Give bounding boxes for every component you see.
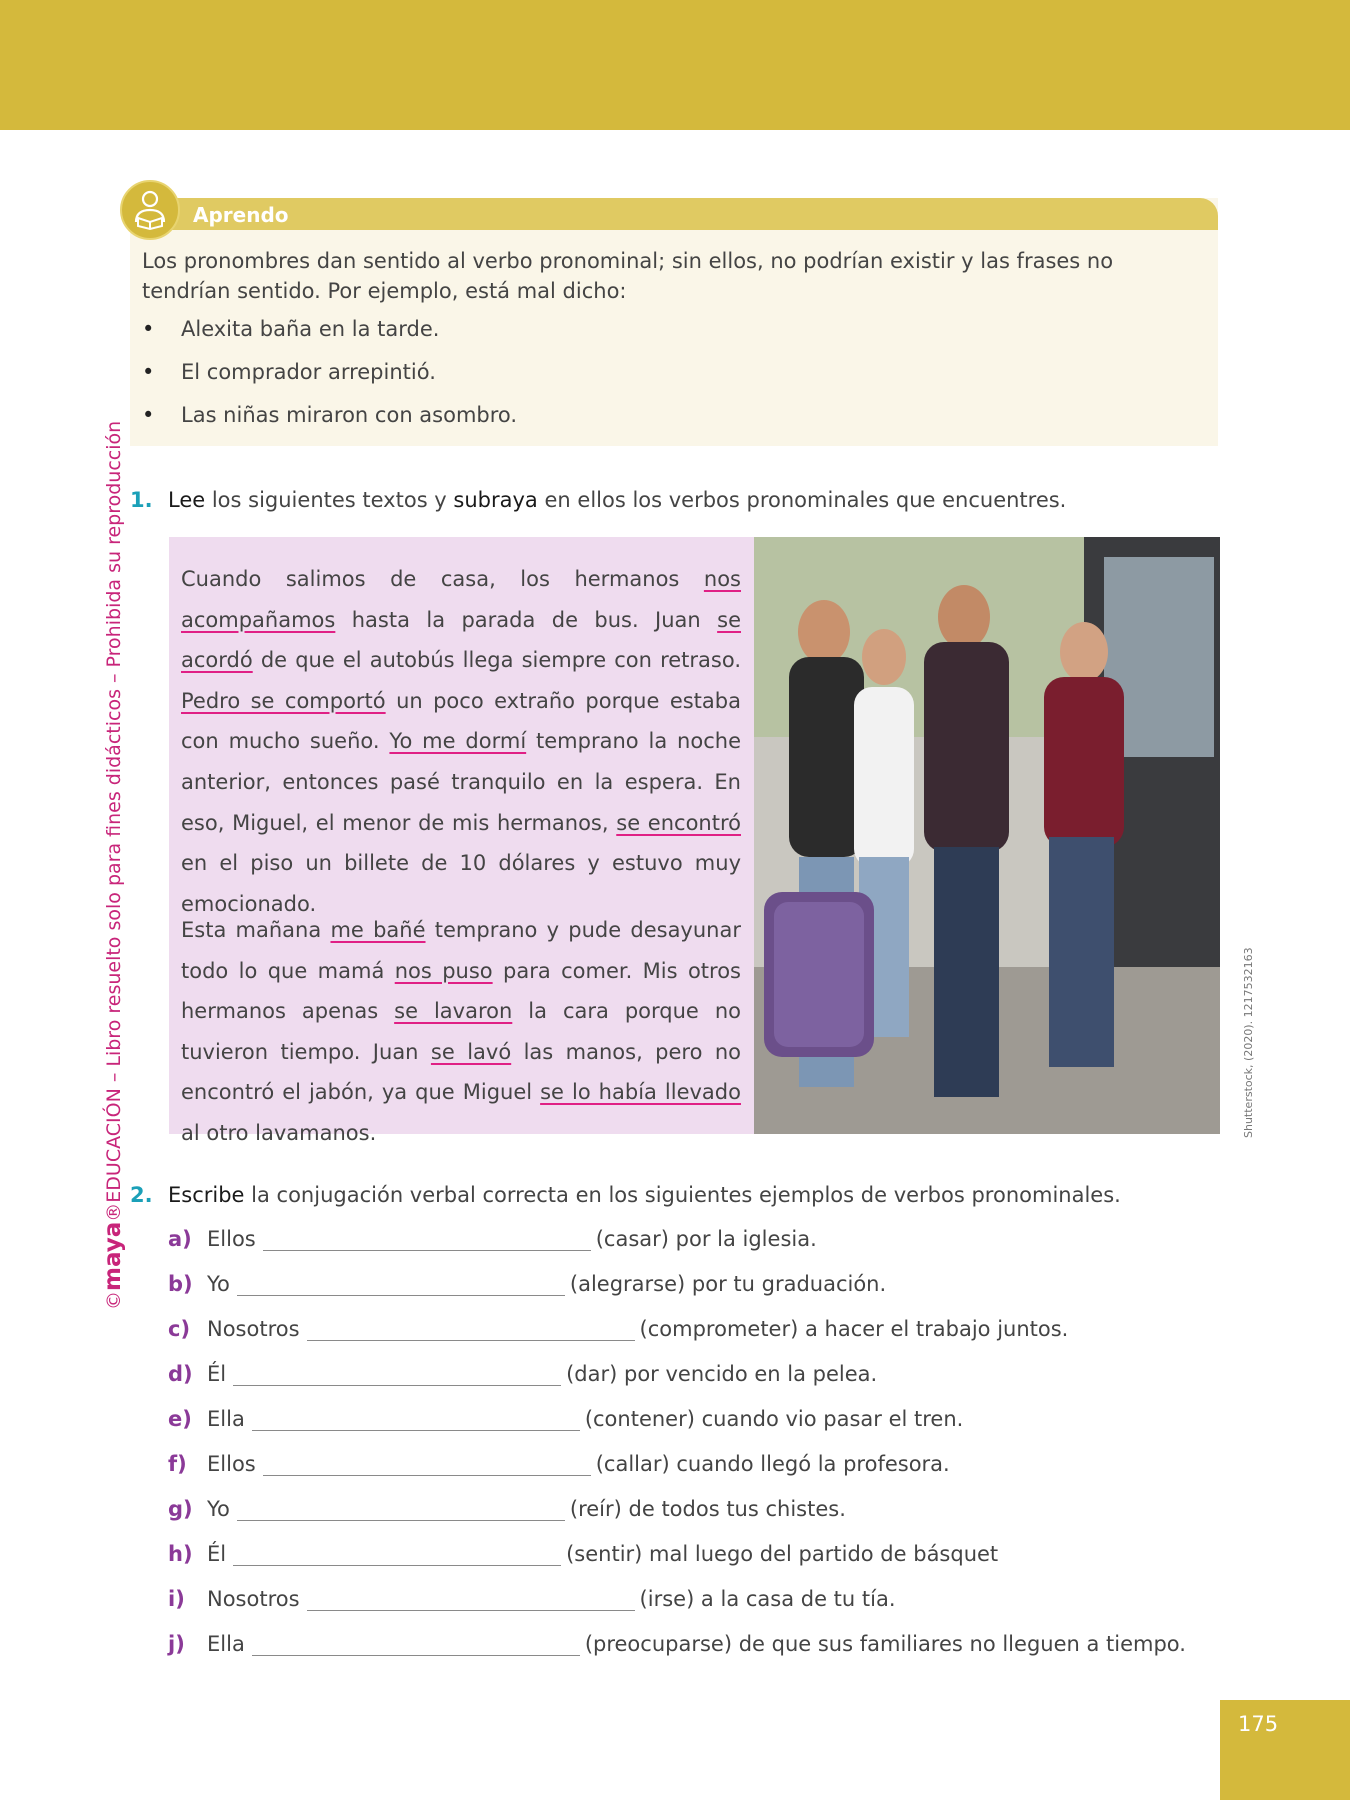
exercise-letter: f)	[168, 1452, 187, 1476]
answer-blank[interactable]	[233, 1365, 561, 1386]
reading-paragraph-1: Cuando salimos de casa, los hermanos nos acompañamos hasta la parada de bus. Juan se acordó de que el autobús llega siempre con retraso. Pedro se comportó un poco extraño porque estaba con mucho sueño. Yo me dormí temprano la noche anterior, entonces pasé tranquilo en la espera. En eso, Miguel, el menor de mis hermanos, se encontró en el piso un billete de 10 dólares y estuvo muy emocionado.	[181, 567, 741, 916]
top-color-band	[0, 0, 1350, 130]
brand-logo: maya	[100, 1221, 126, 1291]
copyright-text: ®EDUCACIÓN – Libro resuelto solo para fines didácticos – Prohibida su reproducción	[103, 420, 125, 1222]
exercise-letter: g)	[168, 1497, 193, 1521]
underlined-verb: se lavó	[430, 1039, 512, 1064]
underlined-verb: se encontró	[616, 810, 741, 835]
reading-paragraph-2: Esta mañana me bañé temprano y pude desayunar todo lo que mamá nos puso para comer. Mis otros hermanos apenas se lavaron la cara porque no tuvieron tiempo. Juan se lavó las manos, pero no encontró el jabón, ya que Miguel se lo había llevado al otro lavamanos.	[181, 918, 742, 1145]
aprendo-bullets	[142, 314, 1192, 430]
exercise-letter: b)	[168, 1272, 193, 1296]
answer-blank[interactable]	[307, 1590, 635, 1611]
answer-blank[interactable]	[263, 1230, 591, 1251]
list-item: • Las niñas miraron con asombro.	[142, 400, 1192, 430]
aprendo-title: Aprendo	[193, 203, 289, 227]
aprendo-body	[142, 246, 1192, 443]
answer-blank[interactable]	[307, 1320, 635, 1341]
reader-icon	[120, 180, 180, 240]
answer-blank[interactable]	[237, 1500, 565, 1521]
page-number: 175	[1238, 1712, 1279, 1736]
answer-blank[interactable]	[252, 1635, 580, 1656]
exercise-letter: h)	[168, 1542, 193, 1566]
exercise-letter: j)	[168, 1632, 185, 1656]
underlined-verb: se lavaron	[394, 999, 513, 1024]
page-number-tab	[1220, 1700, 1350, 1800]
underlined-verb: se lo había llevado	[540, 1080, 741, 1105]
exercise-letter: i)	[168, 1587, 185, 1611]
reading-passage	[169, 537, 754, 1145]
exercise-letter: c)	[168, 1317, 191, 1341]
aprendo-box	[130, 198, 1218, 446]
answer-blank[interactable]	[233, 1545, 561, 1566]
answer-blank[interactable]	[252, 1410, 580, 1431]
exercise-letter: d)	[168, 1362, 193, 1386]
question-text: Lee los siguientes textos y subraya en ellos los verbos pronominales que encuentres.	[168, 488, 1067, 512]
underlined-verb: me bañé	[330, 918, 426, 942]
underlined-verb: nos puso	[394, 958, 493, 983]
copyright-symbol: ©	[103, 1291, 125, 1310]
travelers-photo	[754, 537, 1220, 1134]
question-number: 2.	[130, 1183, 153, 1207]
list-item: • Alexita baña en la tarde.	[142, 314, 1192, 344]
list-item: • El comprador arrepintió.	[142, 357, 1192, 387]
underlined-verb: Yo me dormí	[389, 729, 527, 754]
question-text: Escribe la conjugación verbal correcta en los siguientes ejemplos de verbos pronominales.	[168, 1183, 1121, 1207]
exercise-letter: e)	[168, 1407, 192, 1431]
answer-blank[interactable]	[237, 1275, 565, 1296]
aprendo-header	[130, 198, 1218, 230]
aprendo-intro: Los pronombres dan sentido al verbo pronominal; sin ellos, no podrían existir y las frases no tendrían sentido. Por ejemplo, está mal dicho:	[142, 249, 1114, 303]
underlined-verb: nos acompañamos	[181, 567, 741, 632]
exercise-letter: a)	[168, 1227, 192, 1251]
underlined-verb: Pedro se comportó	[181, 688, 386, 713]
underlined-verb: se acordó	[181, 607, 741, 673]
answer-blank[interactable]	[263, 1455, 591, 1476]
question-number: 1.	[130, 488, 153, 512]
